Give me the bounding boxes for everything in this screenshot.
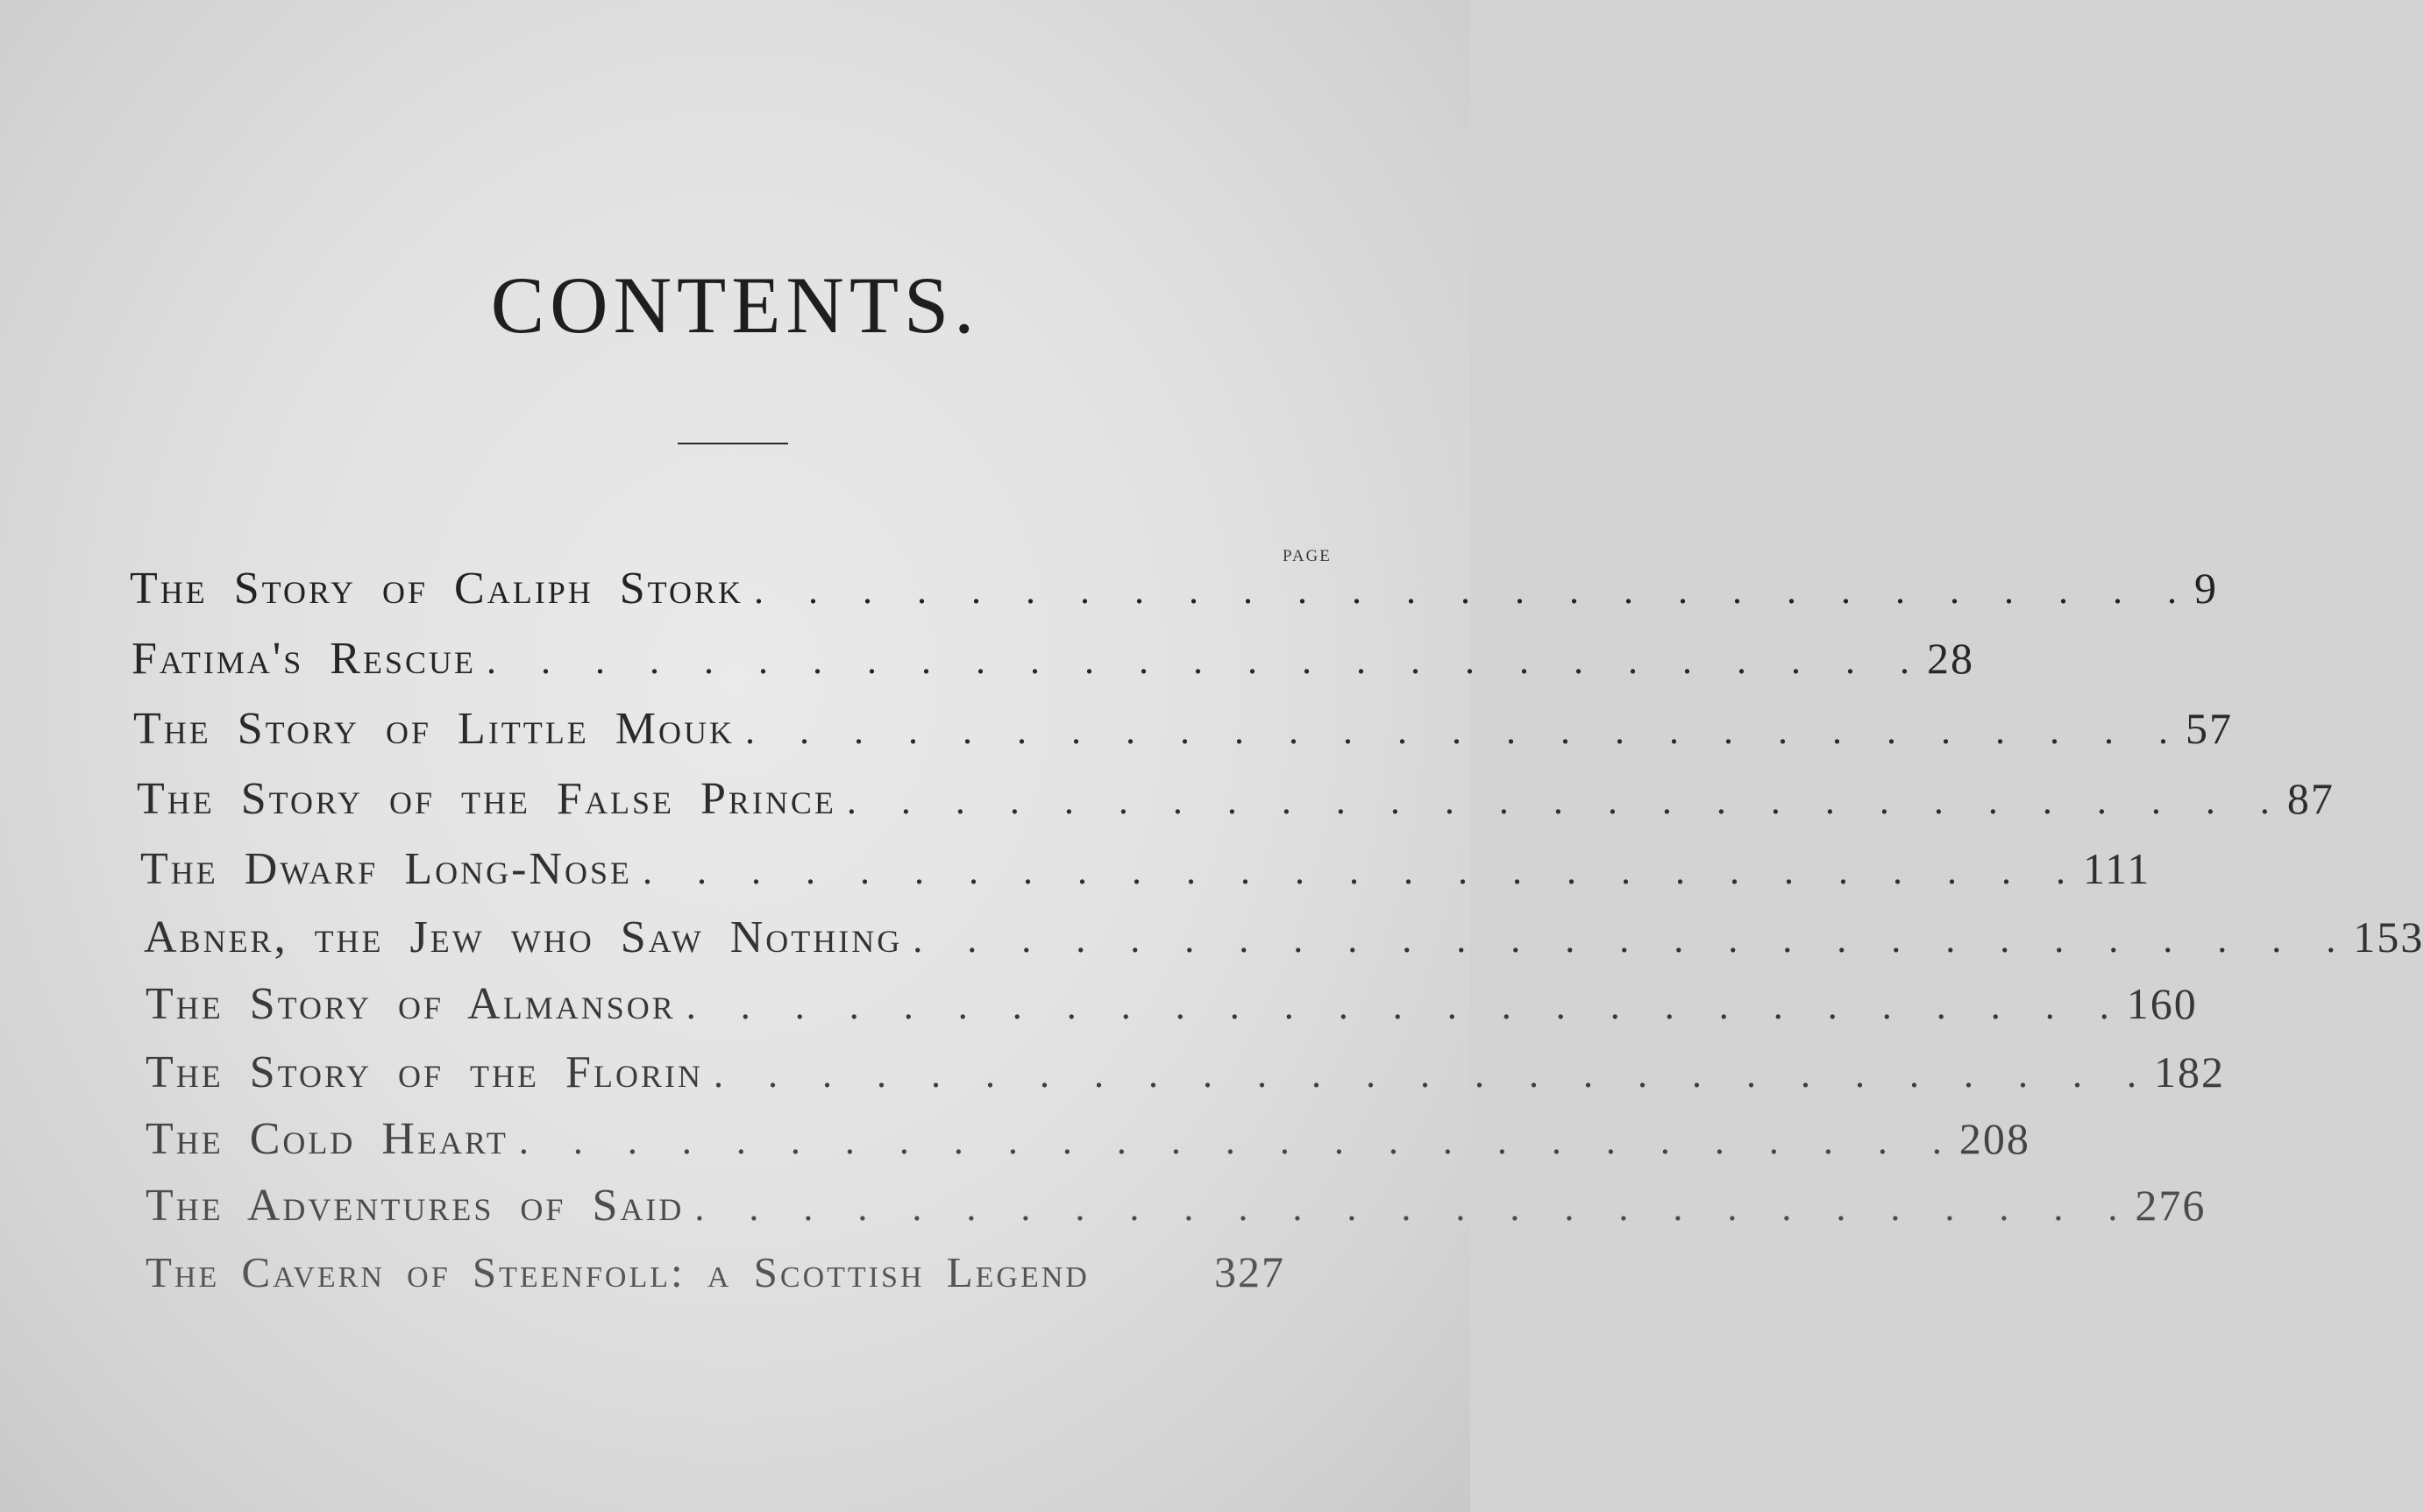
- toc-entry-leader: . . . . . . . . . . . . . . . . . . . . . . . . . . .: [754, 569, 2194, 612]
- toc-entry-leader: . . . . . . . . . . . . . . . . . . . . . . . . . . .: [846, 779, 2287, 822]
- toc-entry-title: The Story of Little Mouk: [133, 704, 735, 754]
- toc-entry-page: 111: [2082, 844, 2151, 893]
- toc-entry-title: The Story of the False Prince: [137, 774, 836, 824]
- toc-entry-page: 153: [2353, 912, 2424, 962]
- toc-entry-title: The Dwarf Long-Nose: [140, 844, 632, 894]
- toc-entry-title: The Story of the Florin: [146, 1047, 703, 1097]
- toc-entry: [132, 633, 1974, 685]
- toc-entry-leader: . . . . . . . . . . . . . . . . . . . . . . . . . . .: [686, 984, 2127, 1027]
- toc-entry-page: 327: [1214, 1247, 1285, 1296]
- toc-entry-title: The Story of Almansor: [146, 979, 676, 1029]
- page-column-label: PAGE: [1283, 547, 1332, 565]
- toc-entry: [137, 773, 2335, 826]
- toc-entry-page: 182: [2153, 1047, 2225, 1097]
- toc-entry-leader: . . . . . . . . . . . . . . . . . . . . . . . . . . .: [745, 709, 2186, 752]
- toc-entry: [146, 1113, 2030, 1166]
- toc-entry: [130, 563, 2218, 615]
- toc-entry-page: 57: [2186, 704, 2233, 753]
- toc-entry-title: The Story of Caliph Stork: [130, 564, 743, 614]
- toc-entry: [140, 843, 2151, 896]
- toc-entry-title: The Adventures of Said: [146, 1181, 685, 1231]
- toc-entry-page: 28: [1927, 634, 1974, 683]
- toc-entry-leader: . . . . . . . . . . . . . . . . . . . . . . . . . . .: [913, 918, 2354, 961]
- toc-entry-page: 87: [2286, 774, 2335, 823]
- toc-entry: [133, 703, 2233, 756]
- toc-entry: [144, 912, 2424, 964]
- toc-entry: [146, 1047, 2225, 1099]
- toc-entry: [146, 1246, 1285, 1299]
- toc-entry-leader: . . . . . . . . . . . . . . . . . . . . . . . . . . .: [518, 1119, 1959, 1162]
- toc-entry-title: The Cavern of Steenfoll: a Scottish Legend: [146, 1248, 1090, 1296]
- toc-entry-leader: . . . . . . . . . . . . . . . . . . . . . . . . . . .: [713, 1053, 2154, 1096]
- toc-entry-leader: . . . . . . . . . . . . . . . . . . . . . . . . . . .: [487, 639, 1927, 682]
- toc-entry-leader: . . . . . . . . . . . . . . . . . . . . . . . . . . .: [642, 849, 2083, 892]
- page-title: CONTENTS.: [490, 260, 980, 350]
- toc-entry-title: Abner, the Jew who Saw Nothing: [144, 912, 903, 962]
- toc-entry-page: 208: [1958, 1114, 2030, 1163]
- toc-entry-page: 276: [2135, 1181, 2207, 1230]
- toc-entry: [146, 978, 2198, 1031]
- toc-entry-page: 9: [2194, 564, 2218, 613]
- toc-entry-title: Fatima's Rescue: [132, 634, 476, 684]
- toc-entry-leader: . . . . . . . . . . . . . . . . . . . . . . . . . . .: [694, 1186, 2136, 1229]
- toc-entry-title: The Cold Heart: [146, 1114, 508, 1164]
- toc-entry-page: 160: [2126, 979, 2198, 1028]
- toc-entry: [146, 1180, 2207, 1232]
